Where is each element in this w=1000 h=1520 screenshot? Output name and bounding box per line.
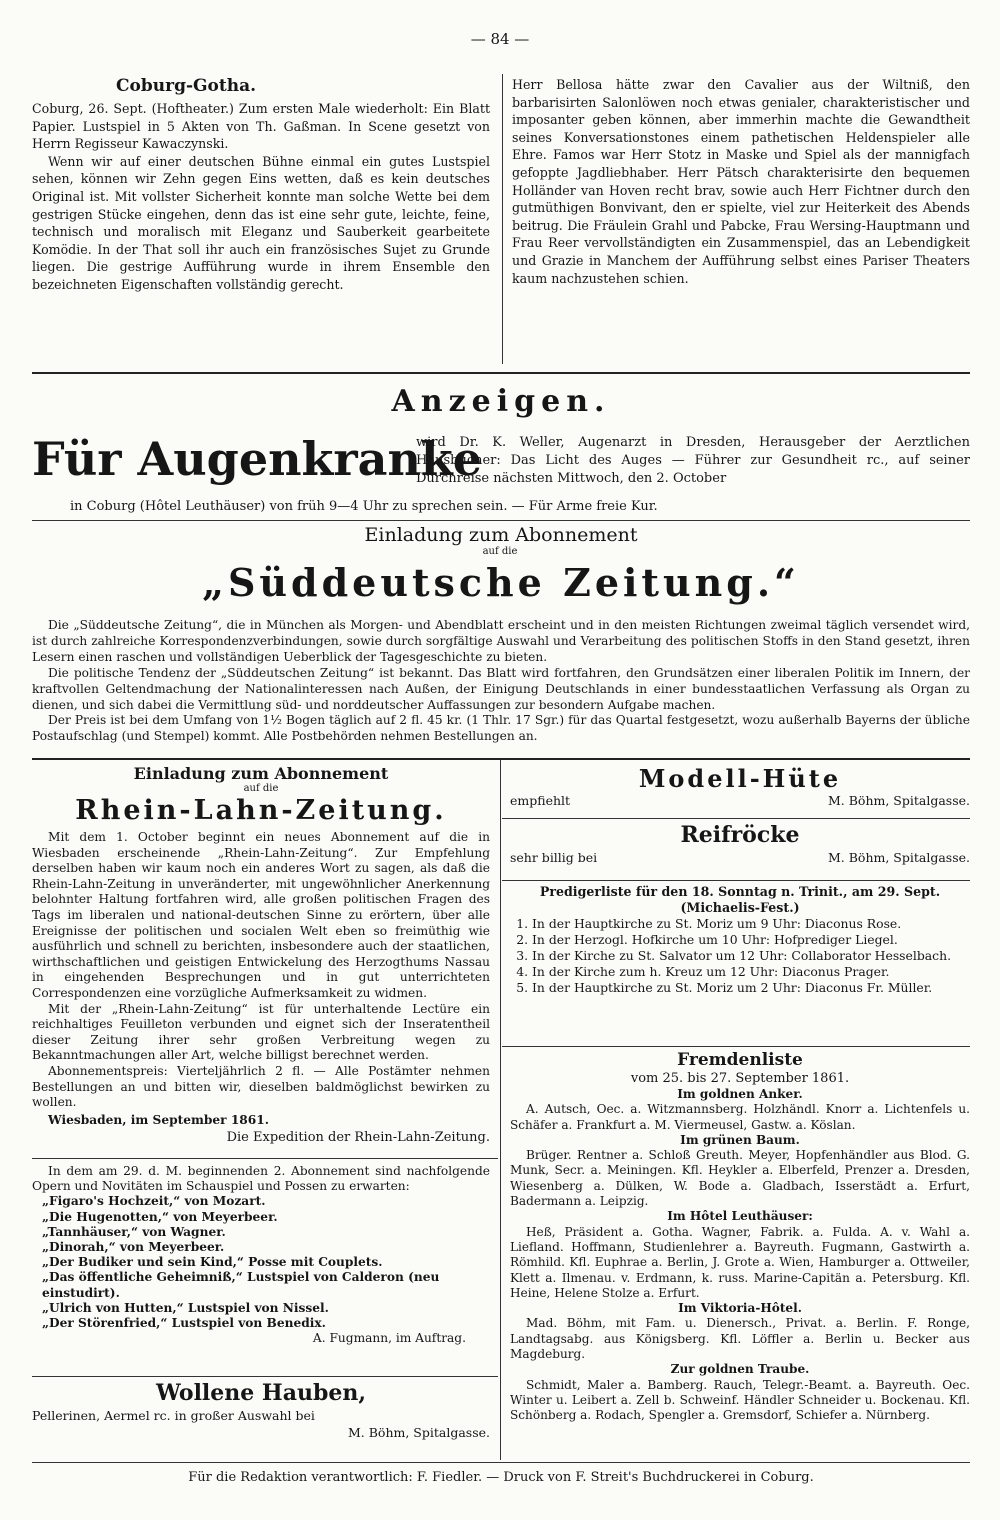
theater-intro: In dem am 29. d. M. beginnenden 2. Abonnement sind nachfolgende Opern und Novitäten im Schauspiel und Possen zu erwarten: [32, 1164, 490, 1194]
theater-item: „Ulrich von Hutten,“ Lustspiel von Nissel. [42, 1300, 329, 1315]
augenkranke-line2: in Coburg (Hôtel Leuthäuser) von früh 9—4 Uhr zu sprechen sein. — Für Arme freie Kur. [70, 499, 658, 514]
rhein-lahn-ad [32, 764, 490, 1146]
rhein-auf-die: auf die [243, 783, 279, 794]
fremden-entry: Mad. Böhm, mit Fam. u. Dienersch., Privat. a. Berlin. F. Ronge, Landtagsabg. aus Königsberg. Kfl. Löffler a. Berlin u. Becker aus Magdeburg. [510, 1316, 970, 1362]
sueddeutsche-title: „Süddeutsche Zeitung.“ [202, 560, 800, 605]
wollene-text: Pellerinen, Aermel rc. in großer Auswahl bei [32, 1408, 315, 1423]
fremden-entry: A. Autsch, Oec. a. Witzmannsberg. Holzhändl. Knorr a. Lichtenfels u. Schäfer a. Frankfurt a. M. Viermeusel, Gastw. a. Köslan. [510, 1102, 970, 1132]
right-top-article [512, 76, 970, 287]
modell-title: Modell-Hüte [638, 764, 842, 793]
modell-left: empfiehlt [510, 793, 571, 808]
fremden-hotel: Zur goldnen Traube. [670, 1362, 810, 1377]
section-rule [32, 1158, 498, 1159]
footer-rule [32, 1462, 970, 1463]
reifroecke-ad [510, 822, 970, 867]
rhein-paragraph: Abonnementspreis: Vierteljährlich 2 fl. — Alle Postämter nehmen Bestellungen an und bitten wir, dieselben baldmöglichst bewirken zu wollen. [32, 1063, 490, 1110]
theater-ad [32, 1164, 490, 1346]
prediger-subtitle: (Michaelis-Fest.) [680, 900, 800, 915]
section-rule [32, 520, 970, 521]
article-heading: Coburg-Gotha. [116, 76, 257, 96]
footer-imprint: Für die Redaktion verantwortlich: F. Fiedler. — Druck von F. Streit's Buchdruckerei in Coburg. [188, 1470, 814, 1485]
augenkranke-text: wird Dr. K. Weller, Augenarzt in Dresden, Herausgeber der Aerztlichen Hausbücher: Das Licht des Auges — Führer zur Gesundheit rc., auf seiner Durchreise nächsten Mittwoch, den 2. October [416, 435, 970, 486]
section-rule [32, 372, 970, 374]
fremden-entry: Heß, Präsident a. Gotha. Wagner, Fabrik. a. Fulda. A. v. Wahl a. Liefland. Hoffmann, Studienlehrer a. Bayreuth. Fugmann, Gastwirth a. Römhild. Kfl. Euphrae a. Berlin, J. Grote a. Wien, Hamburger a. Ottweiler, Klett a. Ilmenau. v. Erdmann, k. russ. Marine-Capitän a. Petersburg. Kfl. Heine, Helene Stolze a. Erfurt. [510, 1224, 970, 1300]
sueddeutsche-invite: Einladung zum Abonnement [364, 524, 638, 546]
fremden-dates: vom 25. bis 27. September 1861. [630, 1071, 850, 1086]
fremden-hotel: Im Hôtel Leuthäuser: [667, 1209, 813, 1224]
theater-item: „Das öffentliche Geheimniß,“ Lustspiel von Calderon (neu einstudirt). [42, 1270, 440, 1300]
prediger-item: 5. In der Hauptkirche zu St. Moriz um 2 Uhr: Diaconus Fr. Müller. [532, 980, 970, 996]
fremden-hotel: Im grünen Baum. [680, 1132, 800, 1147]
prediger-item: 3. In der Kirche zu St. Salvator um 12 Uhr: Collaborator Hesselbach. [532, 948, 970, 964]
fremden-title: Fremdenliste [677, 1050, 803, 1070]
column-divider [502, 74, 503, 364]
rhein-invite: Einladung zum Abonnement [133, 764, 389, 783]
theater-item: „Dinorah,“ von Meyerbeer. [42, 1240, 225, 1255]
sueddeutsche-paragraph: Die politische Tendenz der „Süddeutschen Zeitung“ ist bekannt. Das Blatt wird fortfahren, den Grundsätzen einer liberalen Politik im Innern, der kraftvollen Geltendmachung der Nationalinteressen nach Außen, der Einigung Deutschlands in einer bundesstaatlichen Verfassung als Organ zu dienen, und sich dabei die Vermittlung süd- und norddeutscher Auffassungen zur besondern Aufgabe machen. [32, 665, 970, 712]
wollene-title: Wollene Hauben, [155, 1380, 367, 1406]
reifroecke-title: Reifröcke [680, 822, 800, 848]
section-rule [502, 880, 970, 881]
section-rule [32, 1376, 498, 1377]
article-paragraph: Herr Bellosa hätte zwar den Cavalier aus der Wiltniß, den barbarisirten Salonlöwen noch etwas genialer, charakteristischer und imposanter geben können, aber immerhin machte die Gewandtheit seines Konversationstones einem pathetischen Heldenspieler alle Ehre. Famos war Herr Stotz in Maske und Spiel als der mannigfach gefoppte Jagdliebhaber. Herr Pätsch charakterisirte den bequemen Holländer van Hoven recht brav, sowie auch Herr Fichtner durch den gutmüthigen Bonvivant, den er spielte, viel zur Heiterkeit des Abends beitrug. Die Fräulein Grahl und Pabcke, Frau Wersing-Hauptmann und Frau Reer vervollständigten ein Zusammenspiel, das an Lebendigkeit und Grazie in Manchem der Aufführung selbst eines Pariser Theaters kaum nachzustehen schien. [512, 77, 970, 286]
theater-item: „Der Budiker und sein Kind,“ Posse mit Couplets. [42, 1255, 383, 1270]
column-divider [500, 760, 501, 1460]
augenkranke-headline: Für Augenkranke [32, 432, 483, 486]
theater-item: „Der Störenfried,“ Lustspiel von Benedix. [42, 1316, 326, 1331]
anzeigen-heading: Anzeigen. [391, 384, 611, 419]
theater-signature: A. Fugmann, im Auftrag. [312, 1331, 466, 1346]
theater-item: „Figaro's Hochzeit,“ von Mozart. [42, 1194, 266, 1209]
theater-item: „Die Hugenotten,“ von Meyerbeer. [42, 1209, 278, 1224]
fremden-hotel: Im Viktoria-Hôtel. [678, 1301, 802, 1316]
page-number: — 84 — [470, 30, 530, 48]
rhein-paragraph: Mit dem 1. October beginnt ein neues Abonnement auf die in Wiesbaden erscheinende „Rhein-Lahn-Zeitung“. Zur Empfehlung derselben haben wir kaum noch ein anderes Wort zu sagen, als daß die Rhein-Lahn-Zeitung in unveränderter, mit ungewöhnlicher Anerkennung belohnter Haltung fortfahren wird, alle großen politischen Fragen des Tags im liberalen und national-deutschen Sinne zu erörtern, über alle Ereignisse der politischen und socialen Welt eben so freimüthig wie ausführlich und schnell zu berichten, insbesondere auch der staatlichen, wirthschaftlichen und geistigen Entwickelung des Herzogthums Nassau in eingehenden Besprechungen und in gut unterrichteten Correspondenzen eine vorzügliche Aufmerksamkeit zu widmen. [32, 830, 490, 1000]
prediger-item: 1. In der Hauptkirche zu St. Moriz um 9 Uhr: Diaconus Rose. [532, 916, 970, 932]
rhein-dateline: Wiesbaden, im September 1861. [48, 1112, 269, 1127]
section-rule [502, 1046, 970, 1047]
sueddeutsche-body [32, 618, 970, 745]
fremden-entry: Brüger. Rentner a. Schloß Greuth. Meyer, Hopfenhändler aus Blod. G. Munk, Secr. a. Meiningen. Kfl. Heykler a. Elberfeld, Prenzer a. Dresden, Wiesenberg a. Dülken, W. Bode a. Gladbach, Isserstädt a. Erfurt, Badermann a. Leipzig. [510, 1148, 970, 1209]
article-paragraph: Coburg, 26. Sept. (Hoftheater.) Zum ersten Male wiederholt: Ein Blatt Papier. Lustspiel in 5 Akten von Th. Gaßman. In Scene gesetzt von Herrn Regisseur Kawaczynski. [32, 101, 490, 152]
prediger-list [510, 884, 970, 996]
modell-ad [510, 764, 970, 810]
sueddeutsche-paragraph: Die „Süddeutsche Zeitung“, die in München als Morgen- und Abendblatt erscheint und in den meisten Richtungen zweimal täglich versendet wird, ist durch zahlreiche Korrespondenzverbindungen, sowie durch sorgfältige Auswahl und Verarbeitung des politischen Stoffs in den Stand gesetzt, ihren Lesern einen raschen und vollständigen Ueberblick der Tagesgeschichte zu bieten. [32, 618, 970, 664]
left-top-article [32, 76, 490, 294]
prediger-title: Predigerliste für den 18. Sonntag n. Trinit., am 29. Sept. [539, 884, 941, 899]
modell-seller: M. Böhm, Spitalgasse. [828, 793, 970, 808]
fremden-entry: Schmidt, Maler a. Bamberg. Rauch, Telegr.-Beamt. a. Bayreuth. Oec. Winter u. Leibert a. Zell b. Schweinf. Händler Schneider u. Bockenau. Kfl. Schönberg a. Rodach, Spengler a. Gremsdorf, Schiefer a. Nürnberg. [510, 1377, 970, 1423]
fremden-hotel: Im goldnen Anker. [677, 1087, 803, 1101]
fremdenliste [510, 1050, 970, 1424]
rhein-title: Rhein-Lahn-Zeitung. [75, 795, 447, 826]
wollene-seller: M. Böhm, Spitalgasse. [348, 1424, 490, 1440]
article-paragraph: Wenn wir auf einer deutschen Bühne einmal ein gutes Lustspiel sehen, können wir Zehn gegen Eins wetten, daß es kein deutsches Original ist. Mit vollster Sicherheit konnte man solche Wette bei dem gestrigen Stücke eingehen, denn das ist eine sehr gute, leichte, feine, technisch und moralisch mit Eleganz und Sauberkeit gearbeitete Komödie. In der That soll ihr auch ein französisches Sujet zu Grunde liegen. Die gestrige Aufführung wurde in ihrem Ensemble den bezeichneten Eigenschaften vollständig gerecht. [32, 153, 490, 292]
section-rule [32, 758, 970, 760]
prediger-item: 2. In der Herzogl. Hofkirche um 10 Uhr: Hofprediger Liegel. [532, 932, 970, 948]
rhein-paragraph: Mit der „Rhein-Lahn-Zeitung“ ist für unterhaltende Lectüre ein reichhaltiges Feuilleton verbunden und eignet sich der Inseratentheil dieser Zeitung ihrer sehr großen Verbreitung wegen zu Bekanntmachungen aller Art, welche billigst berechnet werden. [32, 1001, 490, 1063]
prediger-item: 4. In der Kirche zum h. Kreuz um 12 Uhr: Diaconus Prager. [532, 964, 970, 980]
rhein-signature: Die Expedition der Rhein-Lahn-Zeitung. [226, 1130, 490, 1146]
reifroecke-seller: M. Böhm, Spitalgasse. [828, 850, 970, 865]
wollene-ad [32, 1380, 490, 1441]
theater-item: „Tannhäuser,“ von Wagner. [42, 1224, 226, 1239]
reifroecke-left: sehr billig bei [510, 850, 598, 865]
section-rule [502, 818, 970, 819]
sueddeutsche-paragraph: Der Preis ist bei dem Umfang von 1½ Bogen täglich auf 2 fl. 45 kr. (1 Thlr. 17 Sgr.) für das Quartal festgesetzt, wozu außerhalb Bayerns der übliche Postaufschlag (und Stempel) kommt. Alle Postbehörden nehmen Bestellungen an. [32, 713, 970, 744]
sueddeutsche-auf-die: auf die [482, 546, 518, 557]
